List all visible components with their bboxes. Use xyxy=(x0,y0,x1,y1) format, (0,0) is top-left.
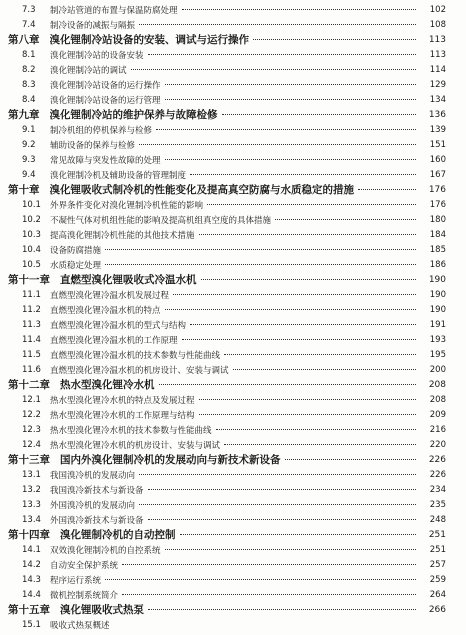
dot-leader xyxy=(165,99,416,100)
entry-title: 制冷机组的停机保养与检修 xyxy=(50,125,153,136)
entry-title: 溴化锂制冷站的调试 xyxy=(50,65,127,76)
section-entry xyxy=(0,467,466,482)
entry-title: 程序运行系统 xyxy=(50,575,102,586)
section-entry xyxy=(0,137,466,152)
section-entry xyxy=(0,62,466,77)
entry-page-number: 186 xyxy=(429,259,446,270)
entry-title: 溴化锂制冷站设备的运行操作 xyxy=(50,80,161,91)
entry-page-number: 191 xyxy=(429,319,446,330)
entry-title: 双效溴化锂制冷机的自控系统 xyxy=(50,545,161,556)
chapter-entry xyxy=(0,32,466,47)
entry-page-number: 139 xyxy=(429,124,446,135)
entry-page-number: 257 xyxy=(429,559,446,570)
section-entry xyxy=(0,242,466,257)
entry-number: 9.4 xyxy=(22,169,36,180)
dot-leader xyxy=(180,534,417,535)
section-entry xyxy=(0,542,466,557)
entry-number: 10.4 xyxy=(22,244,41,255)
dot-leader xyxy=(285,459,417,460)
section-entry xyxy=(0,572,466,587)
dot-leader xyxy=(148,519,416,520)
entry-number: 8.3 xyxy=(22,79,36,90)
entry-page-number: 234 xyxy=(429,484,446,495)
entry-number: 14.4 xyxy=(22,589,41,600)
section-entry xyxy=(0,212,466,227)
chapter-entry xyxy=(0,602,466,617)
entry-title: 设备防腐措施 xyxy=(50,245,102,256)
entry-page-number: 151 xyxy=(429,139,446,150)
entry-page-number: 176 xyxy=(429,199,446,210)
entry-title: 微机控制系统简介 xyxy=(50,590,119,601)
chapter-entry xyxy=(0,107,466,122)
entry-title: 直燃型溴化锂冷温水机的机房设计、安装与调试 xyxy=(50,365,229,376)
dot-leader xyxy=(148,489,416,490)
section-entry xyxy=(0,302,466,317)
section-entry xyxy=(0,227,466,242)
entry-number: 13.1 xyxy=(22,469,41,480)
entry-number: 10.5 xyxy=(22,259,41,270)
entry-title: 我国溴冷机的发展动向 xyxy=(50,470,136,481)
entry-title: 溴化锂吸收式热泵 xyxy=(60,604,144,616)
section-entry xyxy=(0,587,466,602)
entry-page-number: 208 xyxy=(429,394,446,405)
entry-page-number: 108 xyxy=(429,19,446,30)
dot-leader xyxy=(207,204,416,205)
entry-number: 10.3 xyxy=(22,229,41,240)
entry-title: 溴化锂制冷站的设备安装 xyxy=(50,50,144,61)
entry-title: 直燃型溴化锂冷温水机的特点 xyxy=(50,305,161,316)
dot-leader xyxy=(139,24,416,25)
entry-number: 10.1 xyxy=(22,199,41,210)
entry-page-number: 251 xyxy=(428,529,446,540)
entry-title: 外国溴冷新技术与新设备 xyxy=(50,515,144,526)
dot-leader xyxy=(139,504,416,505)
entry-page-number: 216 xyxy=(429,424,446,435)
entry-title: 热水型溴化锂冷水机的特点及发展过程 xyxy=(50,395,195,406)
entry-page-number: 248 xyxy=(429,514,446,525)
entry-page-number: 226 xyxy=(429,469,446,480)
entry-page-number: 113 xyxy=(428,34,446,45)
dot-leader xyxy=(105,249,416,250)
entry-title: 溴化锂制冷机的自动控制 xyxy=(60,529,176,541)
entry-number: 11.3 xyxy=(22,319,41,330)
section-entry xyxy=(0,512,466,527)
entry-page-number: 195 xyxy=(429,349,446,360)
entry-title: 我国溴冷新技术与新设备 xyxy=(50,485,144,496)
entry-number: 第十三章 xyxy=(8,454,50,466)
dot-leader xyxy=(222,114,417,115)
dot-leader xyxy=(224,444,416,445)
entry-title: 直燃型溴化锂冷温水机的工作原理 xyxy=(50,335,178,346)
entry-number: 12.2 xyxy=(22,409,41,420)
dot-leader xyxy=(199,399,416,400)
entry-page-number: 167 xyxy=(429,169,446,180)
dot-leader xyxy=(233,369,416,370)
section-entry xyxy=(0,317,466,332)
entry-number: 11.4 xyxy=(22,334,41,345)
entry-title: 直燃型溴化锂冷温水机发展过程 xyxy=(50,290,170,301)
dot-leader xyxy=(159,384,417,385)
entry-page-number: 235 xyxy=(429,499,446,510)
dot-leader xyxy=(122,564,416,565)
entry-number: 14.3 xyxy=(22,574,41,585)
entry-title: 直燃型溴化锂冷温水机的技术参数与性能曲线 xyxy=(50,350,221,361)
entry-number: 第十五章 xyxy=(8,604,50,616)
entry-number: 第十一章 xyxy=(8,274,50,286)
dot-leader xyxy=(190,324,416,325)
section-entry xyxy=(0,347,466,362)
section-entry xyxy=(0,197,466,212)
dot-leader xyxy=(190,174,416,175)
entry-page-number: 259 xyxy=(429,574,446,585)
entry-number: 13.4 xyxy=(22,514,41,525)
section-entry xyxy=(0,122,466,137)
entry-title: 辅助设备的保养与检修 xyxy=(50,140,136,151)
entry-page-number: 190 xyxy=(428,274,446,285)
entry-number: 13.3 xyxy=(22,499,41,510)
entry-page-number: 208 xyxy=(428,379,446,390)
chapter-entry xyxy=(0,377,466,392)
entry-page-number: 184 xyxy=(429,229,446,240)
entry-title: 外国溴冷机的发展动向 xyxy=(50,500,136,511)
section-entry xyxy=(0,152,466,167)
chapter-entry xyxy=(0,182,466,197)
dot-leader xyxy=(105,264,416,265)
entry-title: 热水型溴化锂冷水机的技术参数与性能曲线 xyxy=(50,425,212,436)
entry-number: 7.3 xyxy=(22,4,36,15)
chapter-entry xyxy=(0,272,466,287)
entry-page-number: 200 xyxy=(429,364,446,375)
dot-leader xyxy=(182,9,416,10)
entry-page-number: 185 xyxy=(429,244,446,255)
entry-page-number: 180 xyxy=(429,214,446,225)
dot-leader xyxy=(105,579,416,580)
dot-leader xyxy=(275,219,416,220)
dot-leader xyxy=(139,144,416,145)
section-entry xyxy=(0,422,466,437)
entry-title: 热水型溴化锂冷水机的机房设计、安装与调试 xyxy=(50,440,221,451)
entry-title: 制冷设备的减振与隔振 xyxy=(50,20,136,31)
entry-number: 10.2 xyxy=(22,214,41,225)
entry-number: 12.4 xyxy=(22,439,41,450)
section-entry xyxy=(0,407,466,422)
entry-number: 11.1 xyxy=(22,289,41,300)
entry-title: 溴化锂制冷站设备的运行管理 xyxy=(50,95,161,106)
section-entry xyxy=(0,482,466,497)
entry-page-number: 136 xyxy=(428,109,446,120)
entry-title: 溴化锂吸收式制冷机的性能变化及提高真空防腐与水质稳定的措施 xyxy=(49,184,354,196)
section-entry xyxy=(0,362,466,377)
entry-number: 8.4 xyxy=(22,94,36,105)
section-entry xyxy=(0,557,466,572)
dot-leader xyxy=(148,609,416,610)
entry-title: 直燃型溴化锂吸收式冷温水机 xyxy=(60,274,197,286)
entry-number: 12.1 xyxy=(22,394,41,405)
entry-number: 12.3 xyxy=(22,424,41,435)
dot-leader xyxy=(173,294,416,295)
dot-leader xyxy=(216,429,416,430)
dot-leader xyxy=(224,354,416,355)
entry-page-number: 160 xyxy=(429,154,446,165)
entry-title: 制冷站管道的布置与保温防腐处理 xyxy=(50,5,178,16)
section-entry xyxy=(0,167,466,182)
entry-page-number: 266 xyxy=(428,604,446,615)
dot-leader xyxy=(201,279,417,280)
dot-leader xyxy=(253,39,416,40)
entry-number: 9.3 xyxy=(22,154,36,165)
entry-number: 9.2 xyxy=(22,139,36,150)
entry-number: 11.2 xyxy=(22,304,41,315)
dot-leader xyxy=(199,234,416,235)
chapter-entry xyxy=(0,452,466,467)
entry-number: 第十章 xyxy=(8,184,40,196)
entry-page-number: 176 xyxy=(428,184,446,195)
entry-title: 自动安全保护系统 xyxy=(50,560,119,571)
dot-leader xyxy=(165,84,416,85)
dot-leader xyxy=(165,309,416,310)
entry-number: 13.2 xyxy=(22,484,41,495)
entry-title: 溴化锂制冷站设备的安装、调试与运行操作 xyxy=(49,34,249,46)
section-entry xyxy=(0,2,466,17)
entry-number: 8.1 xyxy=(22,49,36,60)
section-entry xyxy=(0,257,466,272)
entry-title: 溴化锂制冷站的维护保养与故障检修 xyxy=(49,109,218,121)
entry-page-number: 102 xyxy=(429,4,446,15)
dot-leader xyxy=(139,474,416,475)
entry-title: 常见故障与突发性故障的处理 xyxy=(50,155,161,166)
entry-title: 吸收式热泵概述 xyxy=(50,620,110,631)
entry-page-number: 220 xyxy=(429,439,446,450)
section-entry xyxy=(0,47,466,62)
dot-leader xyxy=(165,549,416,550)
dot-leader xyxy=(131,69,416,70)
entry-number: 8.2 xyxy=(22,64,36,75)
section-entry xyxy=(0,392,466,407)
entry-page-number: 251 xyxy=(429,544,446,555)
entry-number: 11.5 xyxy=(22,349,41,360)
dot-leader xyxy=(165,159,416,160)
section-entry xyxy=(0,77,466,92)
entry-page-number: 193 xyxy=(429,334,446,345)
entry-page-number: 114 xyxy=(429,64,446,75)
dot-leader xyxy=(156,129,416,130)
entry-page-number: 226 xyxy=(428,454,446,465)
section-entry xyxy=(0,437,466,452)
section-entry xyxy=(0,92,466,107)
dot-leader xyxy=(148,54,416,55)
entry-number: 11.6 xyxy=(22,364,41,375)
entry-number: 第九章 xyxy=(8,109,40,121)
dot-leader xyxy=(182,339,416,340)
entry-page-number: 264 xyxy=(429,589,446,600)
entry-page-number: 129 xyxy=(429,79,446,90)
entry-number: 第八章 xyxy=(8,34,40,46)
entry-title: 不凝性气体对机组性能的影响及提高机组真空度的具体措施 xyxy=(50,215,272,226)
entry-title: 提高溴化锂制冷机性能的其他技术措施 xyxy=(50,230,195,241)
entry-number: 第十四章 xyxy=(8,529,50,541)
entry-title: 水质稳定处理 xyxy=(50,260,102,271)
entry-number: 9.1 xyxy=(22,124,36,135)
entry-number: 14.1 xyxy=(22,544,41,555)
section-entry xyxy=(0,17,466,32)
entry-page-number: 209 xyxy=(429,409,446,420)
section-entry xyxy=(0,497,466,512)
entry-title: 溴化锂制冷机及辅助设备的管理制度 xyxy=(50,170,187,181)
entry-number: 第十二章 xyxy=(8,379,50,391)
entry-title: 热水型溴化锂冷水机的工作原理与结构 xyxy=(50,410,195,421)
section-entry xyxy=(0,617,466,632)
chapter-entry xyxy=(0,527,466,542)
section-entry xyxy=(0,332,466,347)
entry-title: 热水型溴化锂冷水机 xyxy=(60,379,155,391)
entry-number: 7.4 xyxy=(22,19,36,30)
entry-title: 国内外溴化锂制冷机的发展动向与新技术新设备 xyxy=(60,454,281,466)
entry-number: 14.2 xyxy=(22,559,41,570)
section-entry xyxy=(0,287,466,302)
dot-leader xyxy=(199,414,416,415)
entry-page-number: 190 xyxy=(429,304,446,315)
dot-leader xyxy=(358,189,416,190)
entry-title: 外界条件变化对溴化锂制冷机性能的影响 xyxy=(50,200,204,211)
entry-number: 15.1 xyxy=(22,619,41,630)
entry-page-number: 113 xyxy=(429,49,446,60)
entry-page-number: 134 xyxy=(429,94,446,105)
entry-title: 直燃型溴化锂冷温水机的型式与结构 xyxy=(50,320,187,331)
dot-leader xyxy=(122,594,416,595)
entry-page-number: 190 xyxy=(429,289,446,300)
